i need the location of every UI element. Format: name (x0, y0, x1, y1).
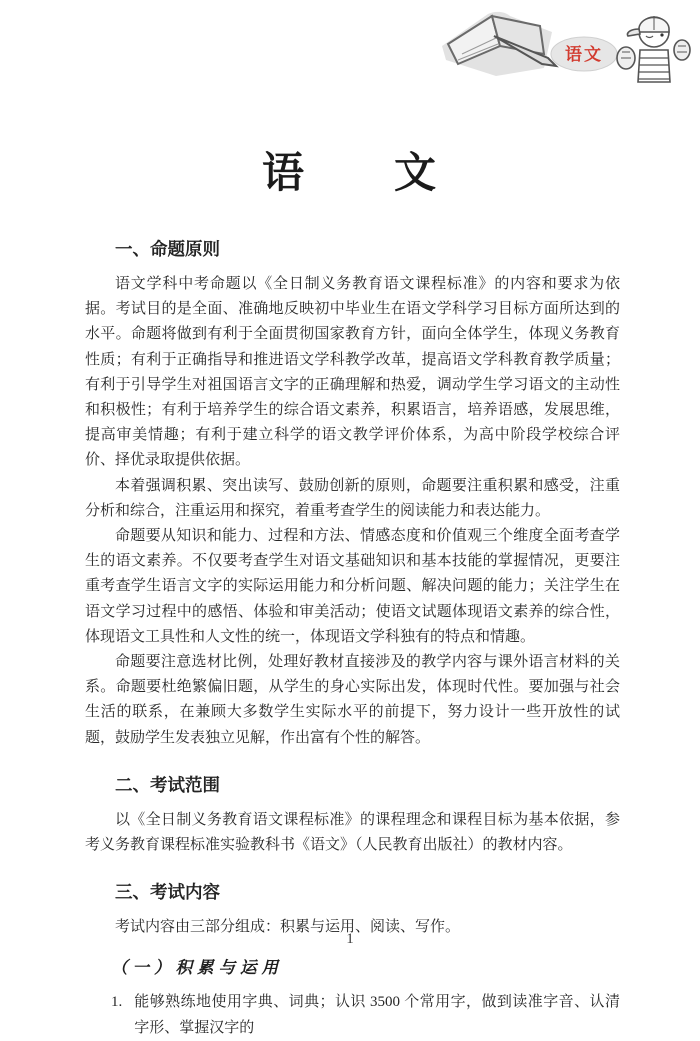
cartoon-boy-icon (617, 16, 690, 82)
paragraph: 本着强调积累、突出读写、鼓励创新的原则，命题要注重积累和感受，注重分析和综合，注重运用和探究，着重考查学生的阅读能力和表达能力。 (85, 477, 620, 519)
header-illustration (436, 2, 692, 90)
list-item-text: 能够熟练地使用字典、词典；认识 3500 个常用字，做到读准字音、认清字形、掌握汉字的 (134, 994, 620, 1036)
section-heading-scope: 二、考试范围 (115, 774, 220, 795)
paragraph: 命题要注意选材比例，处理好教材直接涉及的教学内容与课外语言材料的关系。命题要杜绝繁偏旧题，从学生的身心实际出发，体现时代性。要加强与社会生活的联系，在兼顾大多数学生实际水平的前提下，努力设计一些开放性的试题，鼓励学生发表独立见解，作出富有个性的解答。 (85, 654, 620, 746)
list-item-number: 1. (111, 994, 123, 1011)
paragraph: 语文学科中考命题以《全日制义务教育语文课程标准》的内容和要求为依据。考试目的是全面、准确地反映初中毕业生在语文学科学习目标方面所达到的水平。命题将做到有利于全面贯彻国家教育方针，面向全体学生，体现义务教育性质；有利于正确指导和推进语文学科教学改革，提高语文学科教育教学质量；有利于引导学生对祖国语言文字的正确理解和热爱，调动学生学习语文的主动性和积极性；有利于培养学生的综合语文素养，积累语言，培养语感，发展思维，提高审美情趣；有利于建立科学的语文教学评价体系，为高中阶段学校综合评价、择优录取提供依据。 (85, 276, 620, 469)
content-area (85, 230, 620, 1041)
paragraph: 考试内容由三部分组成：积累与运用、阅读、写作。 (115, 919, 461, 936)
paragraph: 命题要从知识和能力、过程和方法、情感态度和价值观三个维度全面考查学生的语文素养。不仅要考查学生对语文基础知识和基本技能的掌握情况，更要注重考查学生语言文字的实际运用能力和分析问题、解决问题的能力；关注学生在语文学习过程中的感悟、体验和审美活动；使语文试题体现语文素养的综合性，体现语文工具性和人文性的统一，体现语文学科独有的特点和情趣。 (85, 528, 620, 645)
page-number: 1 (346, 931, 354, 947)
subsection-heading-accumulation: （一）积累与运用 (111, 958, 283, 978)
section-heading-content: 三、考试内容 (115, 882, 220, 903)
list-item (85, 990, 620, 1040)
subject-badge-label: 语文 (565, 45, 603, 64)
header-art-svg (436, 2, 692, 90)
paragraph: 以《全日制义务教育语文课程标准》的课程理念和课程目标为基本依据，参考义务教育课程标准实验教科书《语文》（人民教育出版社）的教材内容。 (85, 811, 620, 854)
page-title: 语 文 (261, 149, 438, 196)
section-heading-principles: 一、命题原则 (115, 239, 220, 259)
